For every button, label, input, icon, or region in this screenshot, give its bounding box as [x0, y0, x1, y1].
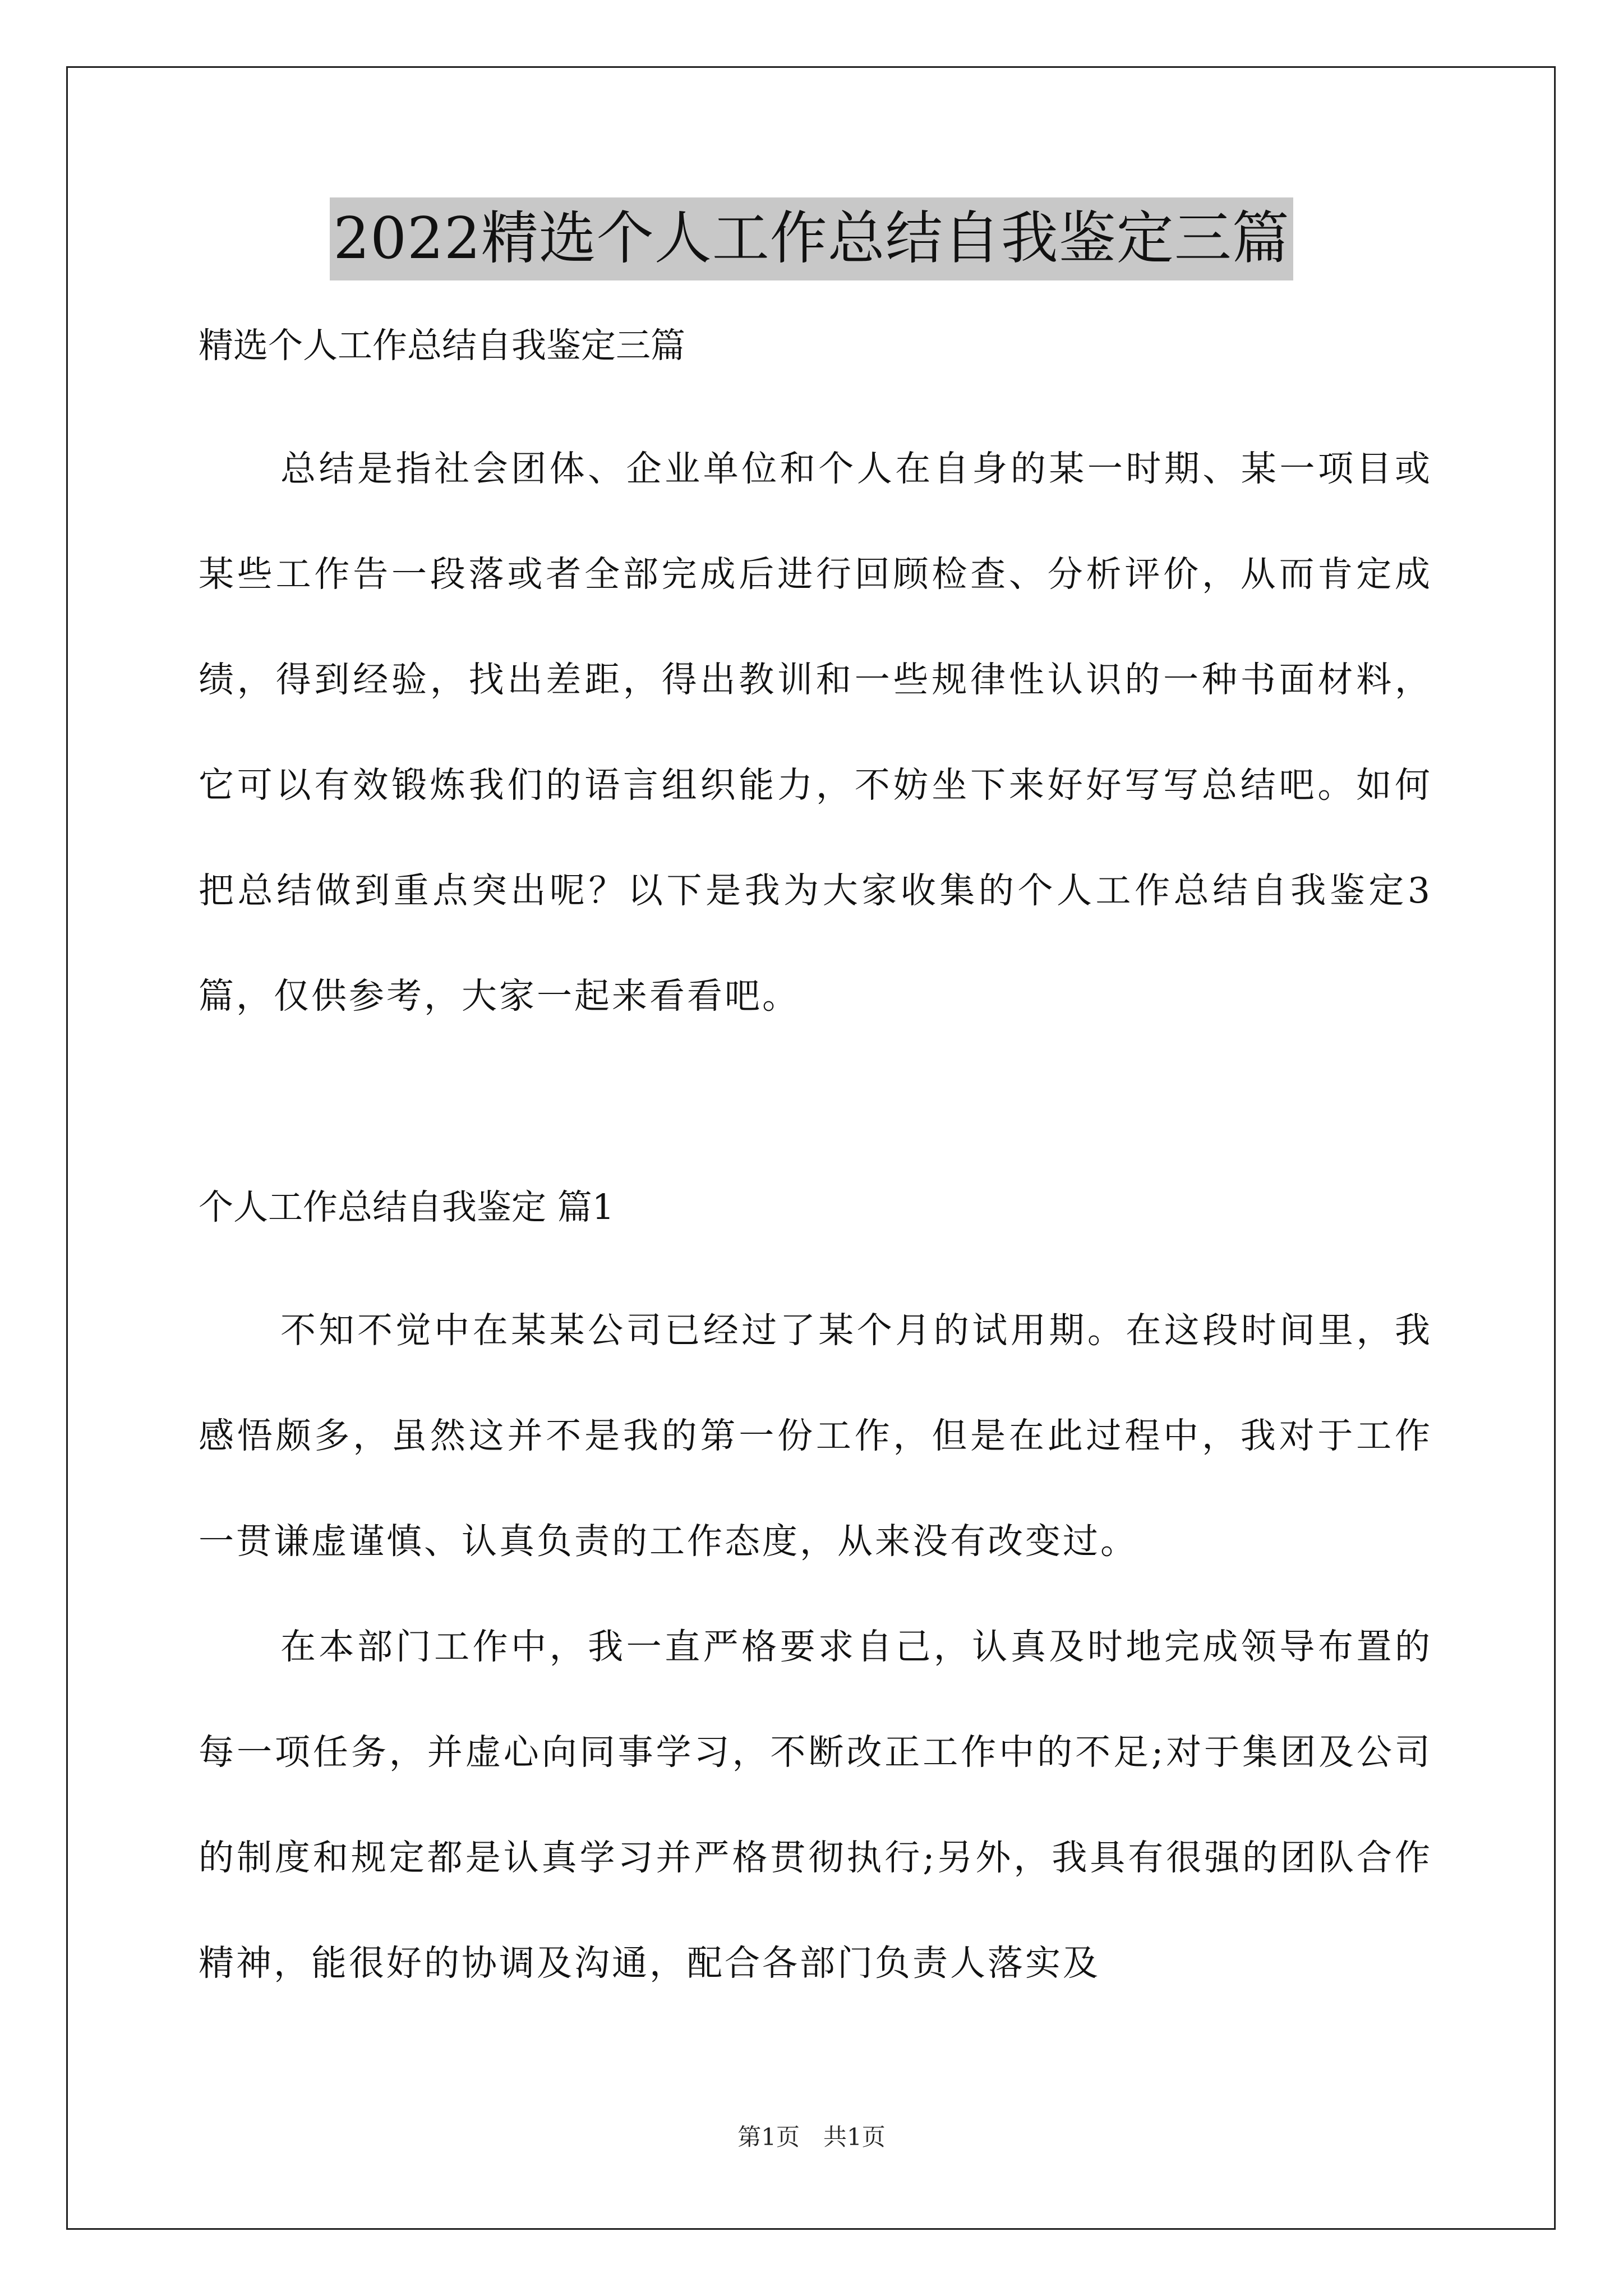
section-paragraph: 在本部门工作中，我一直严格要求自己，认真及时地完成领导布置的每一项任务，并虚心向同事学习，不断改正工作中的不足;对于集团及公司的制度和规定都是认真学习并严格贯彻执行;另外，我具有很强的团队合作精神，能很好的协调及沟通，配合各部门负责人落实及: [199, 1626, 1432, 1984]
title-area: [0, 197, 1623, 280]
section-paragraph: 不知不觉中在某某公司已经过了某个月的试用期。在这段时间里，我感悟颇多，虽然这并不是我的第一份工作，但是在此过程中，我对于工作一贯谦虚谨慎、认真负责的工作态度，从来没有改变过。: [199, 1310, 1432, 1562]
document-subtitle: 精选个人工作总结自我鉴定三篇: [199, 325, 686, 366]
intro-paragraph: 总结是指社会团体、企业单位和个人在自身的某一时期、某一项目或某些工作告一段落或者全部完成后进行回顾检查、分析评价，从而肯定成绩，得到经验，找出差距，得出教训和一些规律性认识的一种书面材料，它可以有效锻炼我们的语言组织能力，不妨坐下来好好写写总结吧。如何把总结做到重点突出呢？以下是我为大家收集的个人工作总结自我鉴定3篇，仅供参考，大家一起来看看吧。: [199, 448, 1432, 1016]
page-number: 第1页 共1页: [737, 2123, 886, 2151]
document-body: [199, 320, 1432, 2016]
document-title: 2022精选个人工作总结自我鉴定三篇: [330, 197, 1293, 280]
section-heading: 个人工作总结自我鉴定 篇1: [199, 1186, 615, 1227]
